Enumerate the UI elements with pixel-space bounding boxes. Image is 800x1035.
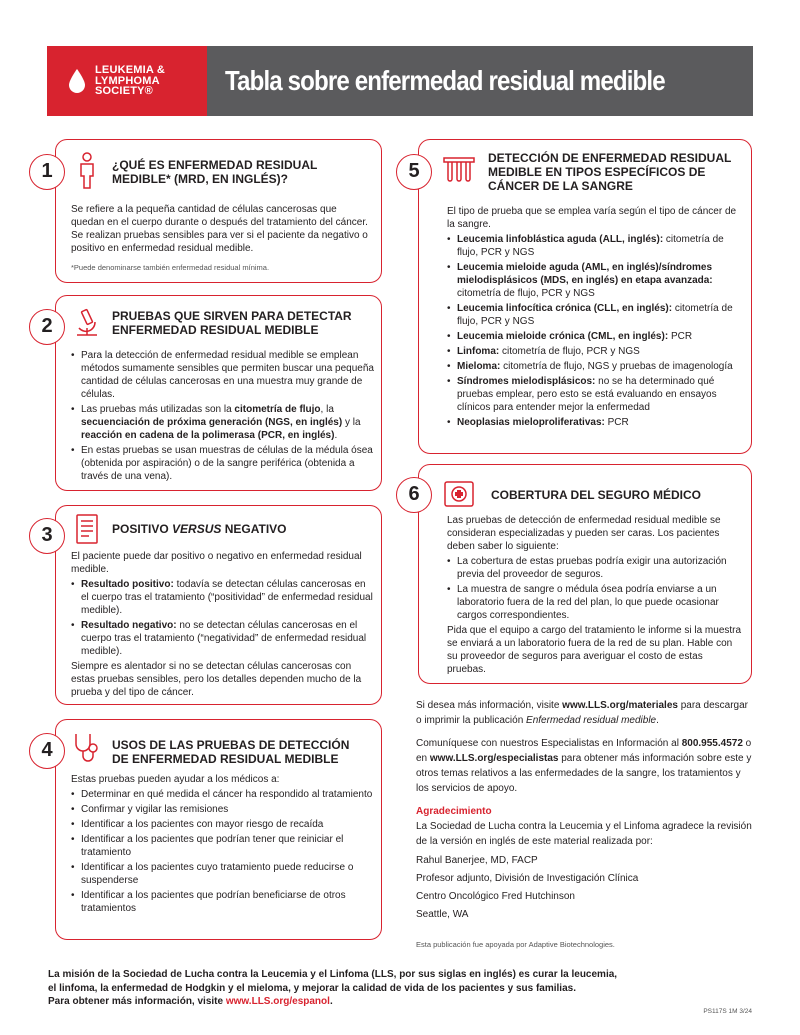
list-item: • Resultado positivo: todavía se detectan células cancerosas en el cuerpo tras el tratamiento (“positividad” de enfermedad residual medible).: [71, 578, 375, 617]
publication-code: PS117S 1M 3/24: [703, 1008, 752, 1015]
info-materials: Si desea más información, visite www.LLS.org/materiales para descargar o imprimir la publicación Enfermedad residual medible.: [416, 700, 748, 726]
card-6-body: Las pruebas de detección de enfermedad residual medible se consideran especializadas y pueden ser caras. Los pacientes deben saber lo siguiente: • La cobertura de estas pruebas podría exigir una autorización previa del proveedor de seguros. • La muestra de sangre o médula ósea podría enviarse a un laboratorio fuera de la red del plan, lo que puede ocasionar cargos correspondientes. Pida que el equipo a cargo del tratamiento le informe si la muestra se enviará a un laboratorio fuera de la red de su plan. Hable con su proveedor de seguros para averiguar el costo de estas pruebas.: [447, 514, 742, 678]
materials-link[interactable]: www.LLS.org/materiales: [562, 700, 678, 711]
list-item: • Leucemia linfoblástica aguda (ALL, inglés): citometría de flujo, PCR y NGS: [447, 233, 742, 259]
card-2-body: [71, 349, 375, 485]
test-tubes-icon: [442, 155, 476, 185]
stethoscope-icon: [72, 732, 102, 764]
list-item: • Las pruebas más utilizadas son la citometría de flujo, la secuenciación de próxima generación (NGS, en inglés) y la reacción en cadena de la polimerasa (PCR, en inglés).: [71, 403, 375, 442]
list-item: • Identificar a los pacientes que podrían beneficiarse de otros tratamientos: [71, 889, 375, 915]
card-2-title: PRUEBAS QUE SIRVEN PARA DETECTAR ENFERMEDAD RESIDUAL MEDIBLE: [112, 309, 352, 337]
list-item: • Mieloma: citometría de flujo, NGS y pruebas de imagenología: [447, 360, 742, 373]
card-1-title: ¿QUÉ ES ENFERMEDAD RESIDUAL MEDIBLE* (MRD, EN INGLÉS)?: [112, 158, 318, 186]
title-bar: [207, 46, 753, 116]
card-1-footnote: *Puede denominarse también enfermedad residual mínima.: [71, 263, 270, 272]
reviewer-title: Profesor adjunto, División de Investigación Clínica: [416, 873, 639, 884]
person-icon: [78, 152, 96, 190]
card-4-body: Estas pruebas pueden ayudar a los médicos a: • Determinar en qué medida el cáncer ha respondido al tratamiento • Confirmar y vigilar las remisiones • Identificar a los pacientes con mayor riesgo de recaída • Identificar a los pacientes que podrían tener que reiniciar el tratamiento • Identificar a los pacientes cuyo tratamiento puede reducirse o suspenderse • Identificar a los pacientes que podrían beneficiarse de otros tratamientos: [71, 773, 375, 917]
card-3-title: POSITIVO VERSUS NEGATIVO: [112, 522, 287, 536]
document-icon: [76, 514, 98, 544]
card-5-title: DETECCIÓN DE ENFERMEDAD RESIDUAL MEDIBLE EN TIPOS ESPECÍFICOS DE CÁNCER DE LA SANGRE: [488, 151, 732, 193]
list-item: • Identificar a los pacientes cuyo tratamiento puede reducirse o suspenderse: [71, 861, 375, 887]
card-5-body: El tipo de prueba que se emplea varía según el tipo de cáncer de la sangre. • Leucemia linfoblástica aguda (ALL, inglés): citometría de flujo, PCR y NGS • Leucemia mieloide aguda (AML, en inglés)/síndromes mielodisplásicos (MDS, en inglés) en etapa avanzada: citometría de flujo, PCR y NGS • Leucemia linfocítica crónica (CLL, en inglés): citometría de flujo, PCR y NGS • Leucemia mieloide crónica (CML, en inglés): PCR • Linfoma: citometría de flujo, PCR y NGS • Mieloma: citometría de flujo, NGS y pruebas de imagenología • Síndromes mielodisplásicos: no se ha determinado qué pruebas emplear, pero esto se está evaluando en ensayos clínicos para entender mejor la enfermedad • Neoplasias mieloproliferativas: PCR: [447, 205, 742, 431]
card-4-title: USOS DE LAS PRUEBAS DE DETECCIÓN DE ENFERMEDAD RESIDUAL MEDIBLE: [112, 738, 350, 766]
list-item: • Leucemia mieloide aguda (AML, en inglés)/síndromes mielodisplásicos (MDS, en inglés) en etapa avanzada: citometría de flujo, PCR y NGS: [447, 261, 742, 300]
list-item: • La cobertura de estas pruebas podría exigir una autorización previa del proveedor de seguros.: [447, 555, 742, 581]
acknowledgement-heading: Agradecimiento: [416, 806, 492, 817]
page-title: Tabla sobre enfermedad residual medible: [225, 65, 665, 96]
blood-drop-icon: [67, 68, 87, 94]
lls-logo: [47, 46, 207, 116]
reviewer-name: Rahul Banerjee, MD, FACP: [416, 855, 538, 866]
card-6-title: COBERTURA DEL SEGURO MÉDICO: [491, 488, 702, 502]
list-item: • Linfoma: citometría de flujo, PCR y NGS: [447, 345, 742, 358]
reviewer-location: Seattle, WA: [416, 909, 469, 920]
info-contact: Comuníquese con nuestros Especialistas en Información al 800.955.4572 o en www.LLS.org/especialistas para obtener más información sobre este y otros temas relativos a las enfermedades de la sangre, los tratamientos y los servicios de apoyo.: [416, 738, 752, 794]
card-1-body: Se refiere a la pequeña cantidad de células cancerosas que quedan en el cuerpo durante o después del tratamiento del cáncer. Se realizan pruebas sensibles para ver si el paciente da negativo o positivo en enfermedad residual medible. *Puede denominarse también enfermedad residual mínima.: [71, 203, 371, 274]
header-banner: [47, 46, 753, 116]
section-number-6: 6: [396, 477, 432, 513]
list-item: • Leucemia mieloide crónica (CML, en inglés): PCR: [447, 330, 742, 343]
card-3-body: El paciente puede dar positivo o negativo en enfermedad residual medible. • Resultado positivo: todavía se detectan células cancerosas en el cuerpo tras el tratamiento (“positividad” de enfermedad residual medible). • Resultado negativo: no se detectan células cancerosas en el cuerpo tras el tratamiento (“negatividad” de enfermedad residual medible). Siempre es alentador si no se detectan células cancerosas con estas pruebas sensibles, pero los detalles dependen mucho de la prueba y del tipo de cáncer.: [71, 550, 375, 701]
lls-espanol-link[interactable]: www.LLS.org/espanol: [225, 996, 330, 1007]
logo-text: LEUKEMIA & LYMPHOMA SOCIETY®: [95, 64, 166, 98]
phone-number[interactable]: 800.955.4572: [681, 738, 743, 749]
list-item: • Identificar a los pacientes que podrían tener que reiniciar el tratamiento: [71, 833, 375, 859]
specialists-link[interactable]: www.LLS.org/especialistas: [429, 753, 559, 764]
support-note: Esta publicación fue apoyada por Adaptive Biotechnologies.: [416, 940, 615, 949]
section-number-3: 3: [29, 518, 65, 554]
microscope-icon: [73, 308, 101, 338]
list-item: • Identificar a los pacientes con mayor riesgo de recaída: [71, 818, 375, 831]
medical-cross-icon: [444, 481, 474, 507]
list-item: • Determinar en qué medida el cáncer ha respondido al tratamiento: [71, 788, 375, 801]
reviewer-org: Centro Oncológico Fred Hutchinson: [416, 891, 575, 902]
list-item: • Leucemia linfocítica crónica (CLL, en inglés): citometría de flujo, PCR y NGS: [447, 302, 742, 328]
footer-mission: La misión de la Sociedad de Lucha contra la Leucemia y el Linfoma (LLS, por sus siglas en inglés) es curar la leucemia, el linfoma, la enfermedad de Hodgkin y el mieloma, y mejorar la calidad de vida de los pacientes y sus familias. Para obtener más información, visite www.LLS.org/espanol.: [48, 969, 618, 1007]
list-item: • Síndromes mielodisplásicos: no se ha determinado qué pruebas emplear, pero esto se está evaluando en ensayos clínicos para entender mejor la enfermedad: [447, 375, 742, 414]
list-item: • Para la detección de enfermedad residual medible se emplean métodos sumamente sensibles que permiten buscar una pequeña cantidad de células cancerosas en una muestra muy grande de células.: [71, 349, 375, 401]
section-number-5: 5: [396, 154, 432, 190]
list-item: • Resultado negativo: no se detectan células cancerosas en el cuerpo tras el tratamiento (“negatividad” de enfermedad residual medible).: [71, 619, 375, 658]
section-number-1: 1: [29, 154, 65, 190]
list-item: • Confirmar y vigilar las remisiones: [71, 803, 375, 816]
list-item: • Neoplasias mieloproliferativas: PCR: [447, 416, 742, 429]
list-item: • En estas pruebas se usan muestras de células de la médula ósea (obtenida por aspiración) o de la sangre periférica (obtenida a través de una vena).: [71, 444, 375, 483]
info-section: [416, 698, 756, 922]
acknowledgement-text: La Sociedad de Lucha contra la Leucemia y el Linfoma agradece la revisión de la versión en inglés de este material realizada por:: [416, 821, 752, 847]
section-number-4: 4: [29, 733, 65, 769]
section-number-2: 2: [29, 309, 65, 345]
list-item: • La muestra de sangre o médula ósea podría enviarse a un laboratorio fuera de la red del plan, lo que puede ocasionar cargos correspondientes.: [447, 583, 742, 622]
